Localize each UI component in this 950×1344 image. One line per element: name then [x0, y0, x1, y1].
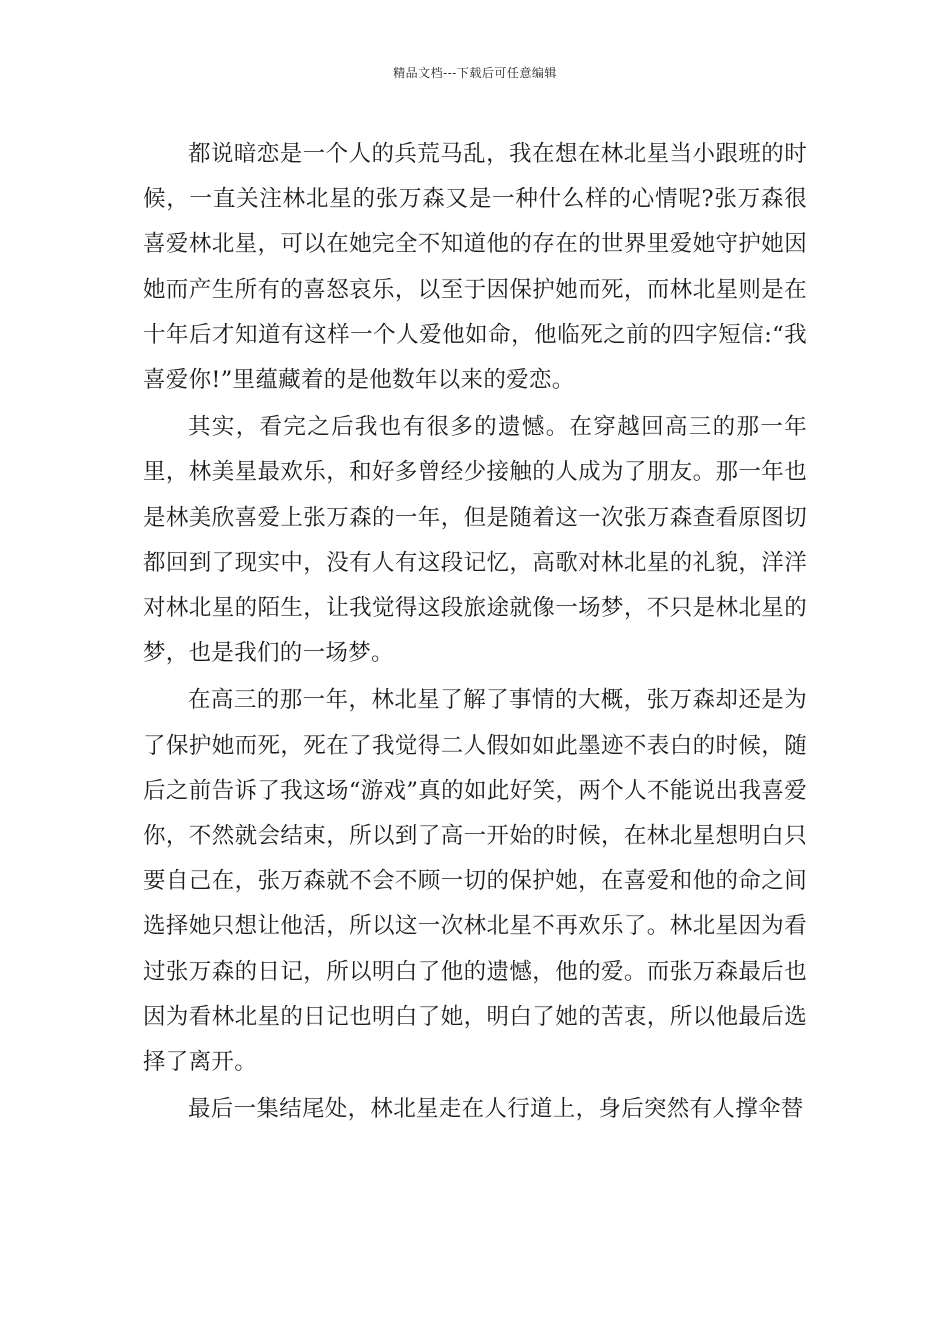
- page-header: 精品文档---下载后可任意编辑: [393, 66, 557, 80]
- paragraph-3: 在高三的那一年，林北星了解了事情的大概，张万森却还是为了保护她而死，死在了我觉得二人假如如此墨迹不表白的时候，随后之前告诉了我这场“游戏”真的如此好笑，两个人不能说出我喜爱你，不然就会结束，所以到了高一开始的时候，在林北星想明白只要自己在，张万森就不会不顾一切的保护她，在喜爱和他的命之间选择她只想让他活，所以这一次林北星不再欢乐了。林北星因为看过张万森的日记，所以明白了他的遗憾，他的爱。而张万森最后也因为看林北星的日记也明白了她，明白了她的苦衷，所以他最后选择了离开。: [143, 687, 807, 1076]
- paragraph-1: 都说暗恋是一个人的兵荒马乱，我在想在林北星当小跟班的时候，一直关注林北星的张万森又是一种什么样的心情呢?张万森很喜爱林北星，可以在她完全不知道他的存在的世界里爱她守护她因她而产生所有的喜怒哀乐，以至于因保护她而死，而林北星则是在十年后才知道有这样一个人爱他如命，他临死之前的四字短信:“我喜爱你!”里蕴藏着的是他数年以来的爱恋。: [143, 141, 807, 394]
- paragraph-4: 最后一集结尾处，林北星走在人行道上，身后突然有人撑伞替: [188, 1096, 804, 1123]
- document-body: [143, 132, 807, 1132]
- paragraph-2: 其实，看完之后我也有很多的遗憾。在穿越回高三的那一年里，林美星最欢乐，和好多曾经少接触的人成为了朋友。那一年也是林美欣喜爱上张万森的一年，但是随着这一次张万森查看原图切都回到了现实中，没有人有这段记忆，高歌对林北星的礼貌，洋洋对林北星的陌生，让我觉得这段旅途就像一场梦，不只是林北星的梦，也是我们的一场梦。: [143, 414, 807, 667]
